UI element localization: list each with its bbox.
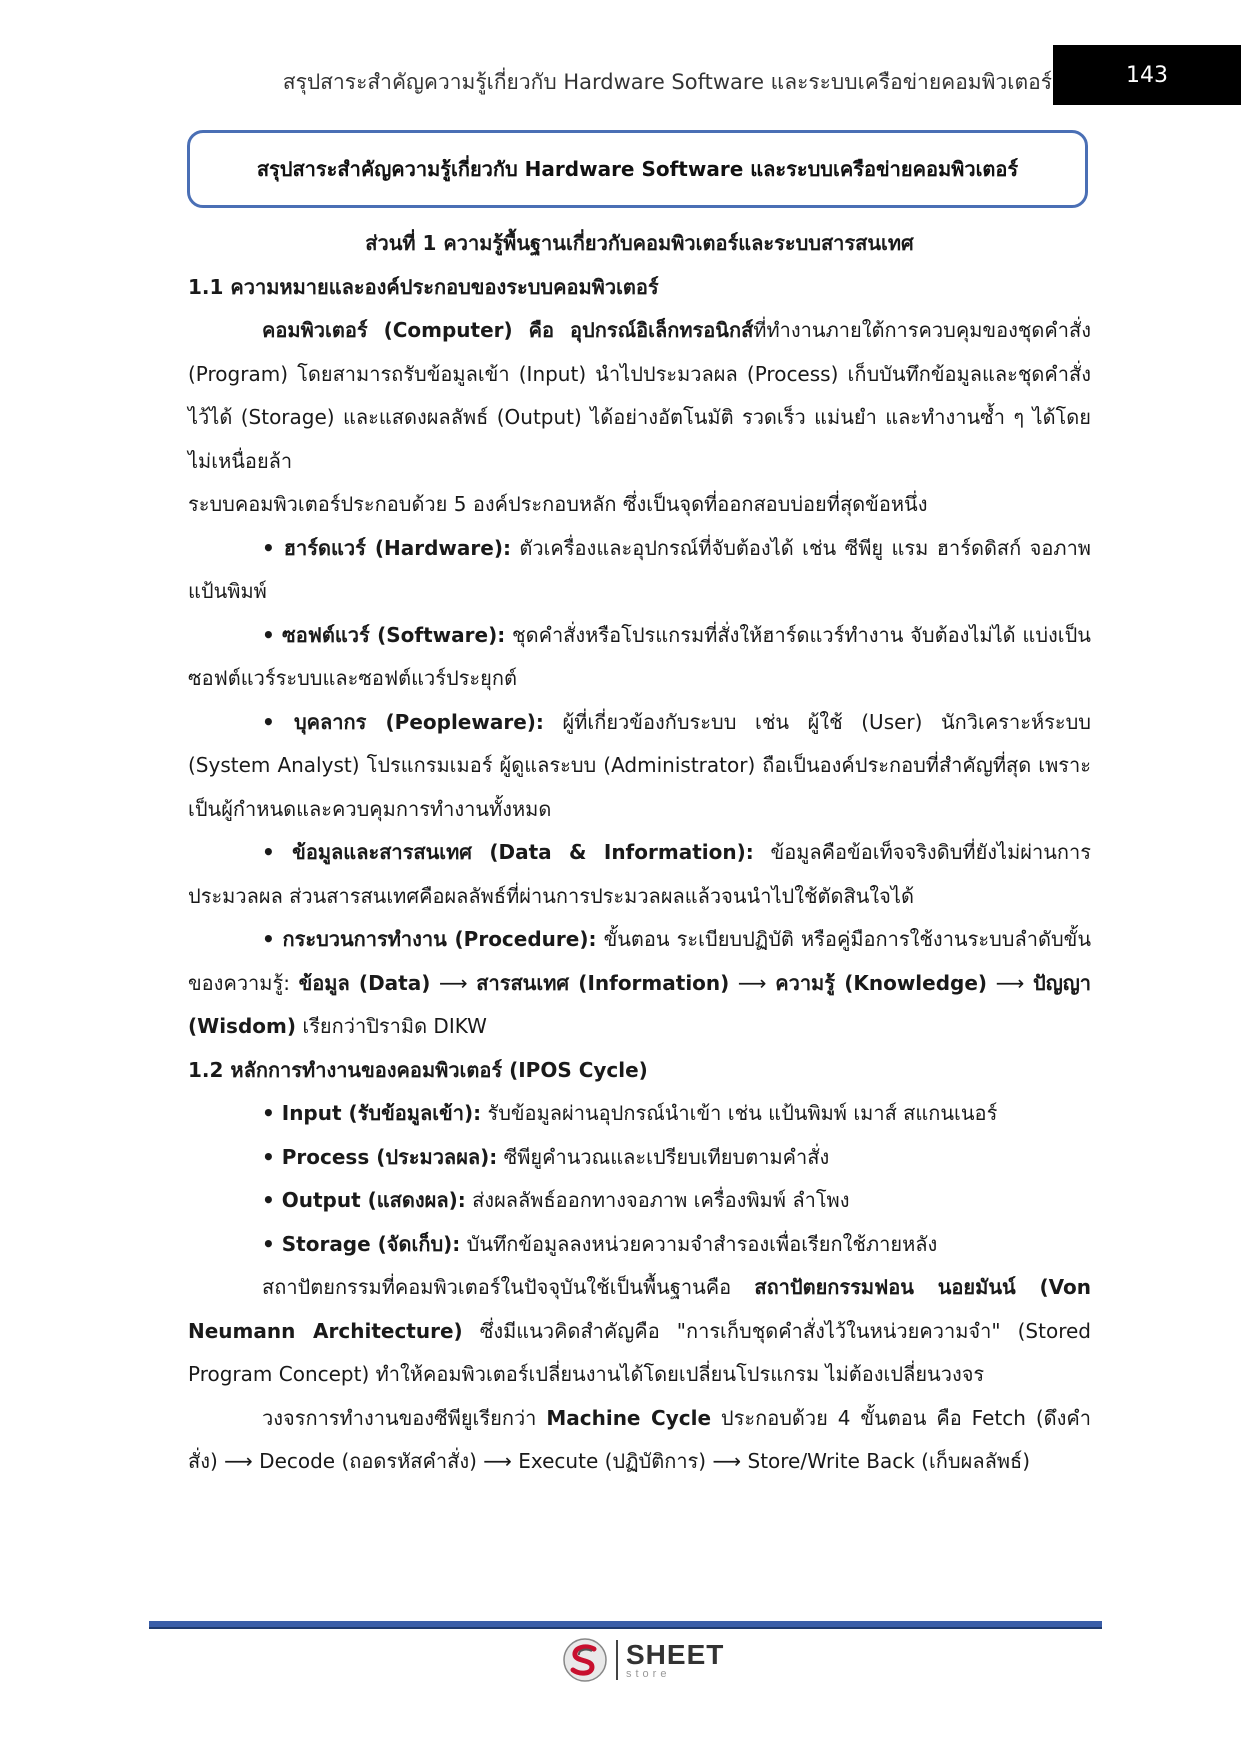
list-item-label: • ฮาร์ดแวร์ (Hardware):	[262, 535, 511, 560]
page-number: 143	[1053, 45, 1241, 105]
section-heading-1-1: 1.1 ความหมายและองค์ประกอบของระบบคอมพิวเตอร์	[188, 274, 659, 299]
components-intro: ระบบคอมพิวเตอร์ประกอบด้วย 5 องค์ประกอบหลัก ซึ่งเป็นจุดที่ออกสอบบ่อยที่สุดข้อหนึ่ง	[188, 492, 928, 516]
list-item-text: ส่งผลลัพธ์ออกทางจอภาพ เครื่องพิมพ์ ลำโพง	[465, 1188, 850, 1212]
list-item-label: • Output (แสดงผล):	[262, 1188, 466, 1212]
sheet-store-logo	[562, 1635, 724, 1685]
dikw-knowledge: ความรู้ (Knowledge)	[775, 970, 988, 995]
footer-rule	[149, 1621, 1102, 1629]
list-item-label: • ข้อมูลและสารสนเทศ (Data & Information):	[262, 840, 754, 864]
paragraph-text: สถาปัตยกรรมที่คอมพิวเตอร์ในปัจจุบันใช้เป็นพื้นฐานคือ	[262, 1275, 755, 1299]
ipos-item-input	[188, 1092, 1091, 1136]
list-item-text: ขั้นตอน ระเบียบปฏิบัติ หรือคู่มือการใช้งานระบบลำดับขั้นของความรู้:	[188, 927, 1091, 995]
section-heading-1-2: 1.2 หลักการทำงานของคอมพิวเตอร์ (IPOS Cycle)	[188, 1057, 648, 1082]
paragraph-text: ซึ่งมีแนวคิดสำคัญคือ "การเก็บชุดคำสั่งไว้ในหน่วยความจำ" (Stored Program Concept) ทำให้คอมพิวเตอร์เปลี่ยนงานได้โดยเปลี่ยนโปรแกรม ไม่ต้องเปลี่ยนวงจร	[188, 1318, 1091, 1386]
von-neumann-term: สถาปัตยกรรมฟอน นอยมันน์ (Von Neumann Architecture)	[188, 1275, 1091, 1343]
logo-text	[626, 1638, 725, 1680]
main-content	[188, 222, 1091, 1484]
logo-word: SHEET	[626, 1638, 725, 1670]
part-heading: ส่วนที่ 1 ความรู้พื้นฐานเกี่ยวกับคอมพิวเตอร์และระบบสารสนเทศ	[365, 231, 914, 255]
list-item-text: ตัวเครื่องและอุปกรณ์ที่จับต้องได้ เช่น ซีพียู แรม ฮาร์ดดิสก์ จอภาพ แป้นพิมพ์	[188, 535, 1091, 603]
list-item-hardware	[188, 527, 1091, 614]
dikw-caption: เรียกว่าปิรามิด DIKW	[296, 1014, 487, 1038]
definition-text: ที่ทำงานภายใต้การควบคุมของชุดคำสั่ง (Program) โดยสามารถรับข้อมูลเข้า (Input) นำไปประมวลผล (Process) เก็บบันทึกข้อมูลและชุดคำสั่งไว้ได้ (Storage) และแสดงผลลัพธ์ (Output) ได้อย่างอัตโนมัติ รวดเร็ว แม่นยำ และทำงานซ้ำ ๆ ได้โดยไม่เหนื่อยล้า	[188, 318, 1092, 473]
list-item-text: ข้อมูลคือข้อเท็จจริงดิบที่ยังไม่ผ่านการประมวลผล ส่วนสารสนเทศคือผลลัพธ์ที่ผ่านการประมวลผลแล้วจนนำไปใช้ตัดสินใจได้	[188, 840, 1091, 908]
paragraph-text: วงจรการทำงานของซีพียูเรียกว่า	[262, 1405, 547, 1430]
list-item-text: ชุดคำสั่งหรือโปรแกรมที่สั่งให้ฮาร์ดแวร์ทำงาน จับต้องไม่ได้ แบ่งเป็นซอฟต์แวร์ระบบและซอฟต์แวร์ประยุกต์	[188, 622, 1091, 690]
list-item-label: • Input (รับข้อมูลเข้า):	[262, 1101, 482, 1125]
list-item-text: บันทึกข้อมูลลงหน่วยความจำสำรองเพื่อเรียกใช้ภายหลัง	[460, 1231, 938, 1256]
list-item-software	[188, 614, 1091, 701]
running-header: สรุปสาระสำคัญความรู้เกี่ยวกับ Hardware Software และระบบเครือข่ายคอมพิวเตอร์	[282, 70, 1052, 94]
ipos-item-storage	[188, 1223, 1091, 1267]
list-item-label: • บุคลากร (Peopleware):	[262, 709, 544, 734]
dikw-data: ข้อมูล (Data)	[298, 970, 431, 995]
machine-cycle-paragraph	[188, 1397, 1091, 1484]
s-logo-icon	[562, 1637, 608, 1683]
dikw-wisdom: ปัญญา (Wisdom)	[188, 970, 1092, 1038]
ipos-item-process	[188, 1136, 1091, 1180]
list-item-text: ซีพียูคำนวณและเปรียบเทียบตามคำสั่ง	[497, 1144, 830, 1169]
logo-divider	[616, 1640, 618, 1680]
list-item-text: รับข้อมูลผ่านอุปกรณ์นำเข้า เช่น แป้นพิมพ์ เมาส์ สแกนเนอร์	[481, 1101, 998, 1125]
list-item-label: • Process (ประมวลผล):	[262, 1144, 498, 1169]
arrow-icon: ⟶	[729, 970, 776, 995]
title-box: สรุปสาระสำคัญความรู้เกี่ยวกับ Hardware Software และระบบเครือข่ายคอมพิวเตอร์	[187, 130, 1088, 208]
logo-subtitle: store	[626, 1667, 671, 1680]
paragraph-text: ประกอบด้วย 4 ขั้นตอน คือ Fetch (ดึงคำสั่ง) ⟶ Decode (ถอดรหัสคำสั่ง) ⟶ Execute (ปฏิบัติการ) ⟶ Store/Write Back (เก็บผลลัพธ์)	[188, 1405, 1091, 1473]
list-item-label: • กระบวนการทำงาน (Procedure):	[262, 927, 597, 951]
list-item-procedure	[188, 918, 1091, 1049]
definition-term: คอมพิวเตอร์ (Computer) คือ อุปกรณ์อิเล็กทรอนิกส์	[262, 318, 754, 342]
ipos-item-output	[188, 1179, 1091, 1223]
computer-definition	[188, 309, 1091, 483]
dikw-information: สารสนเทศ (Information)	[476, 970, 730, 995]
list-item-peopleware	[188, 701, 1091, 832]
von-neumann-paragraph	[188, 1266, 1091, 1397]
arrow-icon: ⟶	[987, 970, 1033, 995]
machine-cycle-term: Machine Cycle	[546, 1405, 712, 1430]
list-item-label: • Storage (จัดเก็บ):	[262, 1231, 461, 1256]
list-item-data-information	[188, 831, 1091, 918]
list-item-text: ผู้ที่เกี่ยวข้องกับระบบ เช่น ผู้ใช้ (User) นักวิเคราะห์ระบบ (System Analyst) โปรแกรมเมอร์ ผู้ดูแลระบบ (Administrator) ถือเป็นองค์ประกอบที่สำคัญที่สุด เพราะเป็นผู้กำหนดและควบคุมการทำงานทั้งหมด	[188, 709, 1092, 821]
list-item-label: • ซอฟต์แวร์ (Software):	[262, 622, 506, 647]
arrow-icon: ⟶	[430, 970, 477, 995]
